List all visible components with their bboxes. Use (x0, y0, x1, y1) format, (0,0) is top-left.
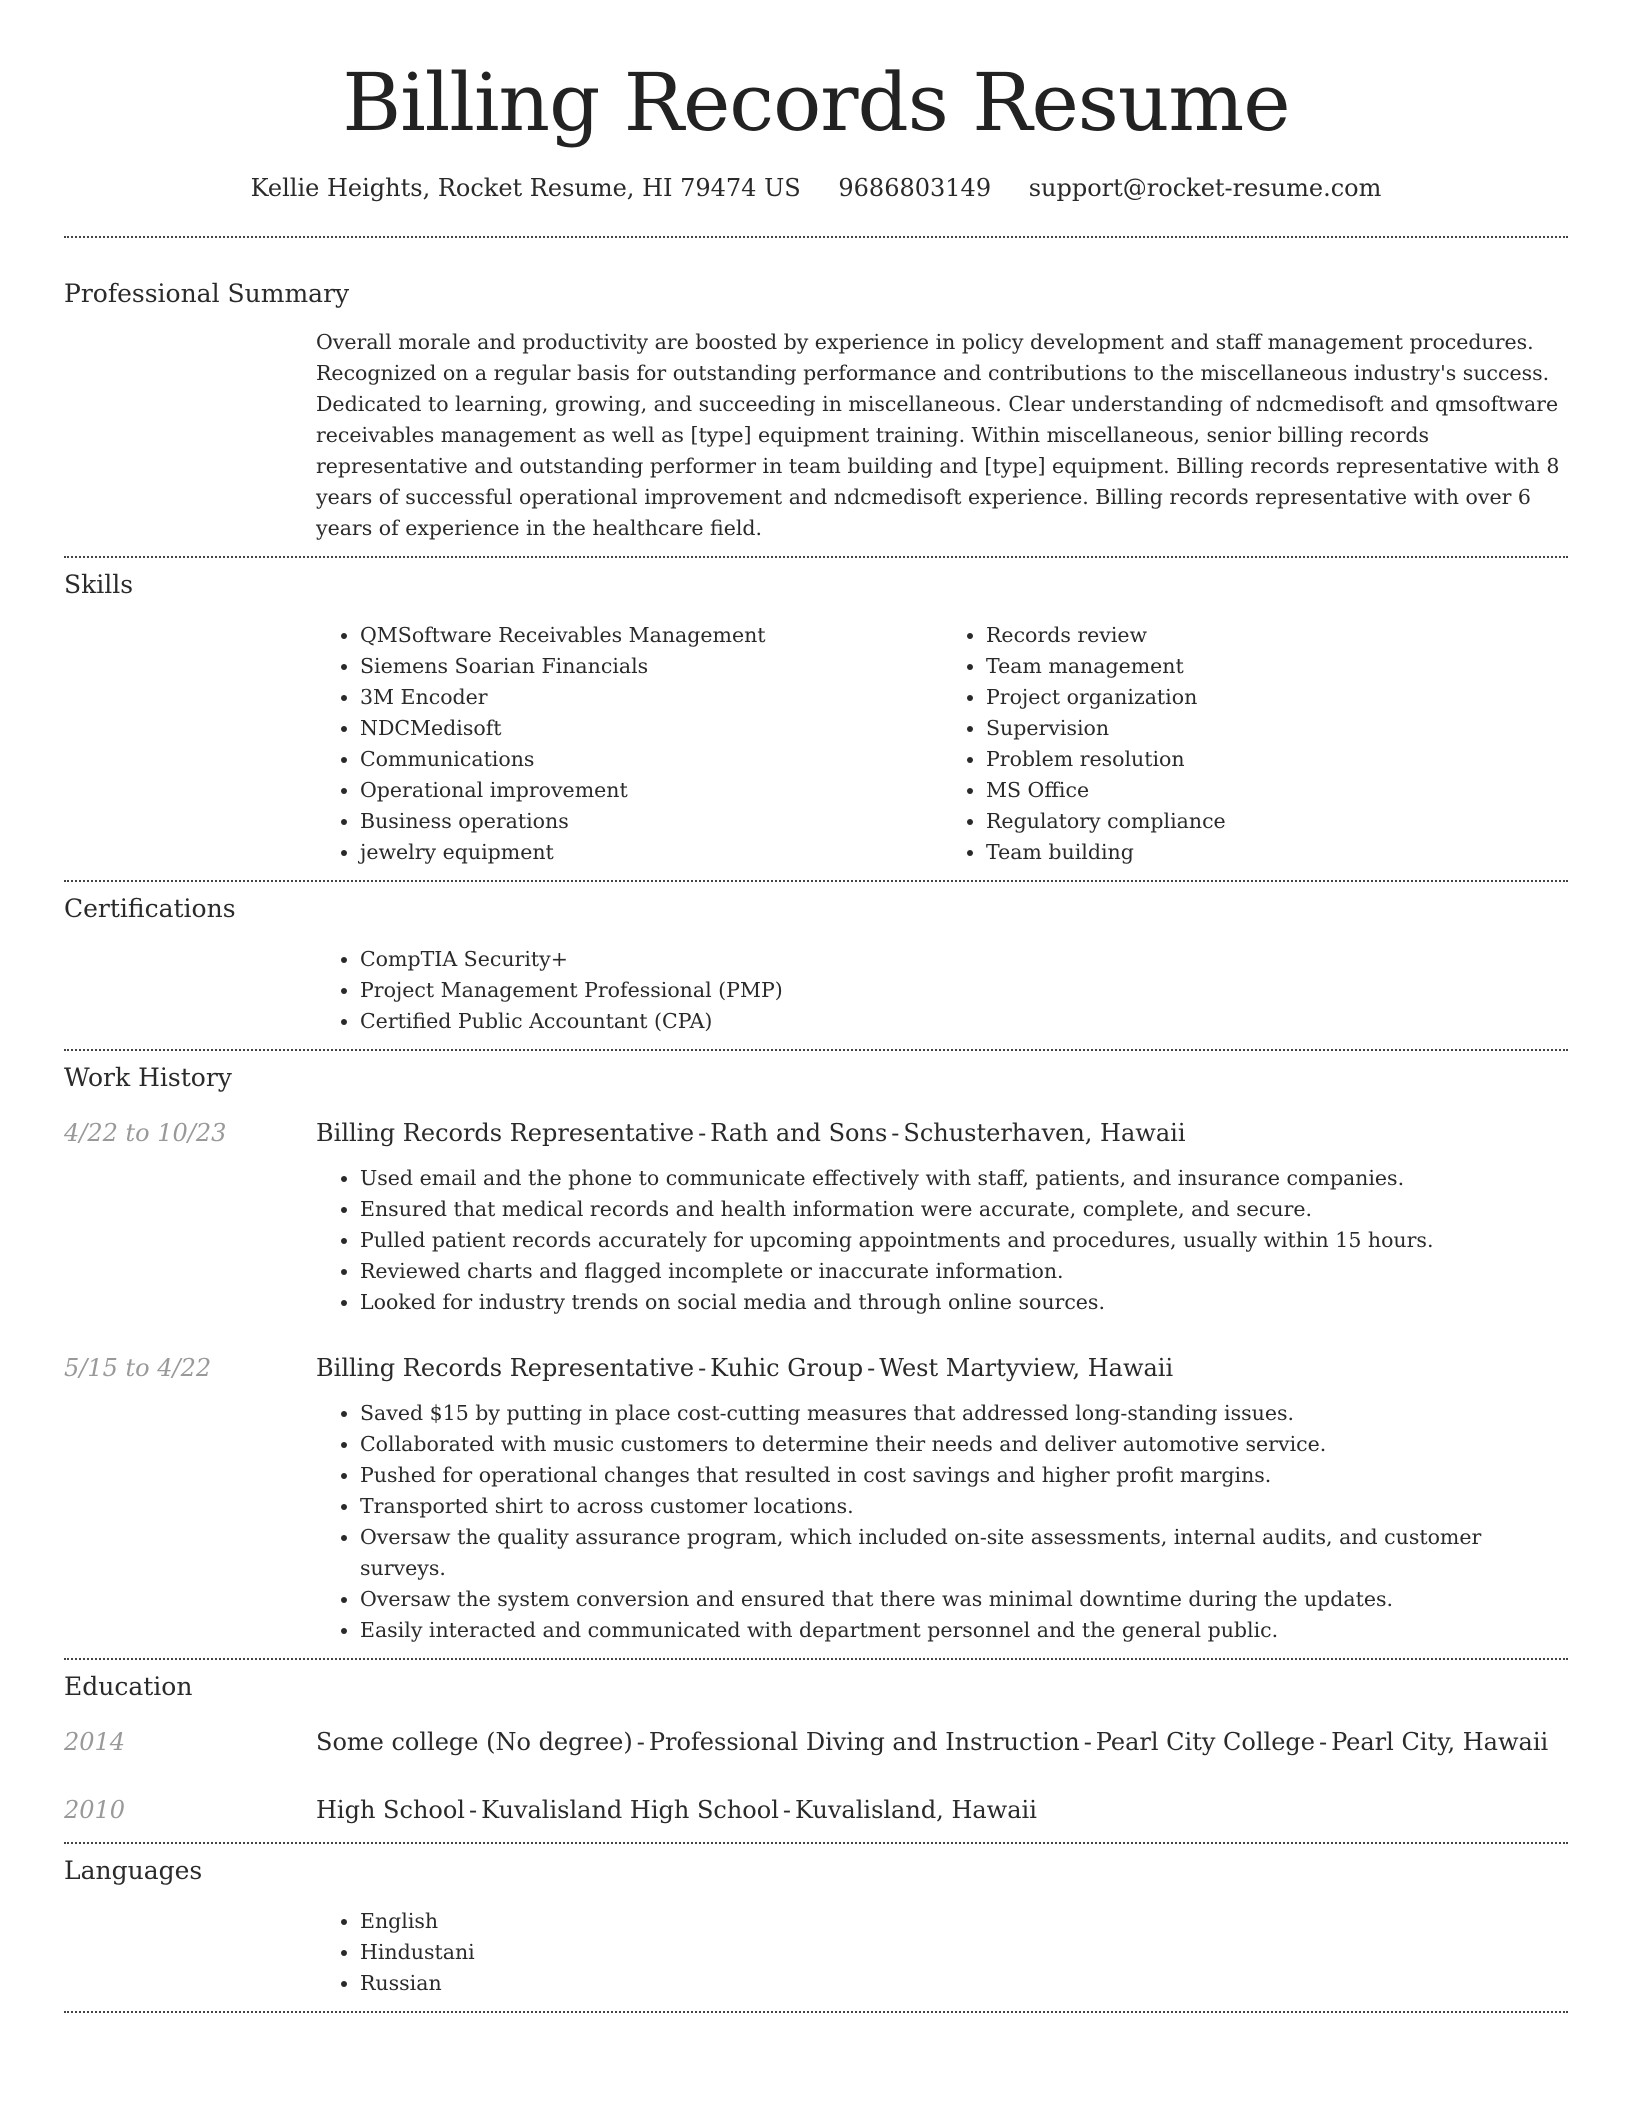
job-bullets (316, 1163, 1568, 1318)
job-bullet: • Looked for industry trends on social media and through online sources. (360, 1287, 1568, 1318)
job-bullet: • Ensured that medical records and health information were accurate, complete, and secure. (360, 1194, 1568, 1225)
job-heading (316, 1117, 1186, 1149)
skill-item: • Problem resolution (986, 744, 1568, 775)
certifications-section (64, 882, 1568, 1049)
education-details (316, 1726, 1548, 1758)
contact-email: support@rocket-resume.com (1028, 174, 1382, 202)
job-location: West Martyview, Hawaii (879, 1354, 1174, 1382)
section-heading-skills: Skills (64, 570, 134, 599)
section-heading-languages: Languages (64, 1856, 203, 1885)
job-bullet: • Oversaw the system conversion and ensured that there was minimal downtime during the updates. (360, 1584, 1568, 1615)
education-degree: High School (316, 1796, 465, 1824)
education-location: Pearl City, Hawaii (1331, 1728, 1549, 1756)
education-details (316, 1794, 1037, 1826)
job-dates: 4/22 to 10/23 (64, 1119, 227, 1147)
job-title: Billing Records Representative (316, 1119, 695, 1147)
job-company: Rath and Sons (710, 1119, 888, 1147)
job-bullet: • Pushed for operational changes that resulted in cost savings and higher profit margins. (360, 1460, 1568, 1491)
certification-item: • Project Management Professional (PMP) (360, 975, 1568, 1006)
education-degree: Some college (No degree) (316, 1728, 633, 1756)
education-year: 2014 (64, 1728, 126, 1756)
job-entry (64, 1117, 1568, 1318)
job-bullet: • Easily interacted and communicated with department personnel and the general public. (360, 1615, 1568, 1646)
contact-line (64, 172, 1568, 204)
skill-item: • Siemens Soarian Financials (360, 651, 942, 682)
skill-item: • Records review (986, 620, 1568, 651)
language-item: • English (360, 1906, 1568, 1937)
education-entry (64, 1726, 1568, 1758)
job-company: Kuhic Group (710, 1354, 864, 1382)
skill-item: • Communications (360, 744, 942, 775)
education-school: Pearl City College (1095, 1728, 1315, 1756)
education-section (64, 1660, 1568, 1842)
skills-section (64, 558, 1568, 880)
skill-item: • Project organization (986, 682, 1568, 713)
summary-text: Overall morale and productivity are boosted by experience in policy development and staff management procedures. Recognized on a regular basis for outstanding performance and contributions to the miscellaneous industry's success. Dedicated to learning, growing, and succeeding in miscellaneous. Clear understanding of ndcmedisoft and qmsoftware receivables management as well as [type] equipment training. Within miscellaneous, senior billing records representative and outstanding performer in team building and [type] equipment. Billing records representative with 8 years of successful operational improvement and ndcmedisoft experience. Billing records representative with over 6 years of experience in the healthcare field. (316, 330, 1560, 540)
job-bullets (316, 1398, 1568, 1658)
education-location: Kuvalisland, Hawaii (794, 1796, 1037, 1824)
separator: - (782, 1796, 791, 1824)
resume-title: Billing Records Resume (342, 56, 1290, 149)
job-dates: 5/15 to 4/22 (64, 1354, 212, 1382)
section-divider (64, 2011, 1568, 2013)
skill-item: • Operational improvement (360, 775, 942, 806)
education-entry (64, 1794, 1568, 1842)
skills-column-left (316, 620, 942, 868)
skill-item: • Team management (986, 651, 1568, 682)
skill-item: • Business operations (360, 806, 942, 837)
skills-column-right (942, 620, 1568, 868)
job-bullet: • Saved $15 by putting in place cost-cutting measures that addressed long-standing issues. (360, 1398, 1568, 1429)
separator: - (891, 1119, 900, 1147)
languages-section (64, 1844, 1568, 2011)
skill-item: • Supervision (986, 713, 1568, 744)
languages-list (316, 1906, 1568, 2011)
job-entry (64, 1352, 1568, 1658)
separator: - (698, 1119, 707, 1147)
job-bullet: • Reviewed charts and flagged incomplete or inaccurate information. (360, 1256, 1568, 1287)
separator: - (867, 1354, 876, 1382)
contact-phone: 9686803149 (838, 174, 992, 202)
section-heading-education: Education (64, 1672, 193, 1701)
skill-item: • Regulatory compliance (986, 806, 1568, 837)
contact-address: Kellie Heights, Rocket Resume, HI 79474 US (250, 174, 801, 202)
job-bullet: • Transported shirt to across customer locations. (360, 1491, 1568, 1522)
job-bullet: • Oversaw the quality assurance program, which included on-site assessments, internal audits, and customer surveys. (360, 1522, 1568, 1584)
separator: - (698, 1354, 707, 1382)
language-item: • Hindustani (360, 1937, 1568, 1968)
separator: - (1318, 1728, 1328, 1756)
skill-item: • jewelry equipment (360, 837, 942, 868)
section-heading-certifications: Certifications (64, 894, 236, 923)
job-location: Schusterhaven, Hawaii (903, 1119, 1186, 1147)
skill-item: • MS Office (986, 775, 1568, 806)
job-heading (316, 1352, 1173, 1384)
certification-item: • Certified Public Accountant (CPA) (360, 1006, 1568, 1037)
skill-item: • Team building (986, 837, 1568, 868)
job-bullet: • Used email and the phone to communicate effectively with staff, patients, and insurance companies. (360, 1163, 1568, 1194)
certification-item: • CompTIA Security+ (360, 944, 1568, 975)
section-heading-summary: Professional Summary (64, 279, 350, 308)
language-item: • Russian (360, 1968, 1568, 1999)
section-heading-work-history: Work History (64, 1063, 232, 1092)
skills-list (316, 620, 1568, 880)
summary-section (64, 238, 1568, 556)
certifications-list (316, 944, 1568, 1049)
separator: - (468, 1796, 478, 1824)
separator: - (1083, 1728, 1092, 1756)
skill-item: • QMSoftware Receivables Management (360, 620, 942, 651)
education-year: 2010 (64, 1796, 126, 1824)
separator: - (636, 1728, 645, 1756)
education-school: Kuvalisland High School (481, 1796, 779, 1824)
job-bullet: • Collaborated with music customers to determine their needs and deliver automotive service. (360, 1429, 1568, 1460)
skill-item: • 3M Encoder (360, 682, 942, 713)
job-bullet: • Pulled patient records accurately for upcoming appointments and procedures, usually within 15 hours. (360, 1225, 1568, 1256)
education-field: Professional Diving and Instruction (648, 1728, 1080, 1756)
skill-item: • NDCMedisoft (360, 713, 942, 744)
job-title: Billing Records Representative (316, 1354, 695, 1382)
work-history-section (64, 1051, 1568, 1658)
